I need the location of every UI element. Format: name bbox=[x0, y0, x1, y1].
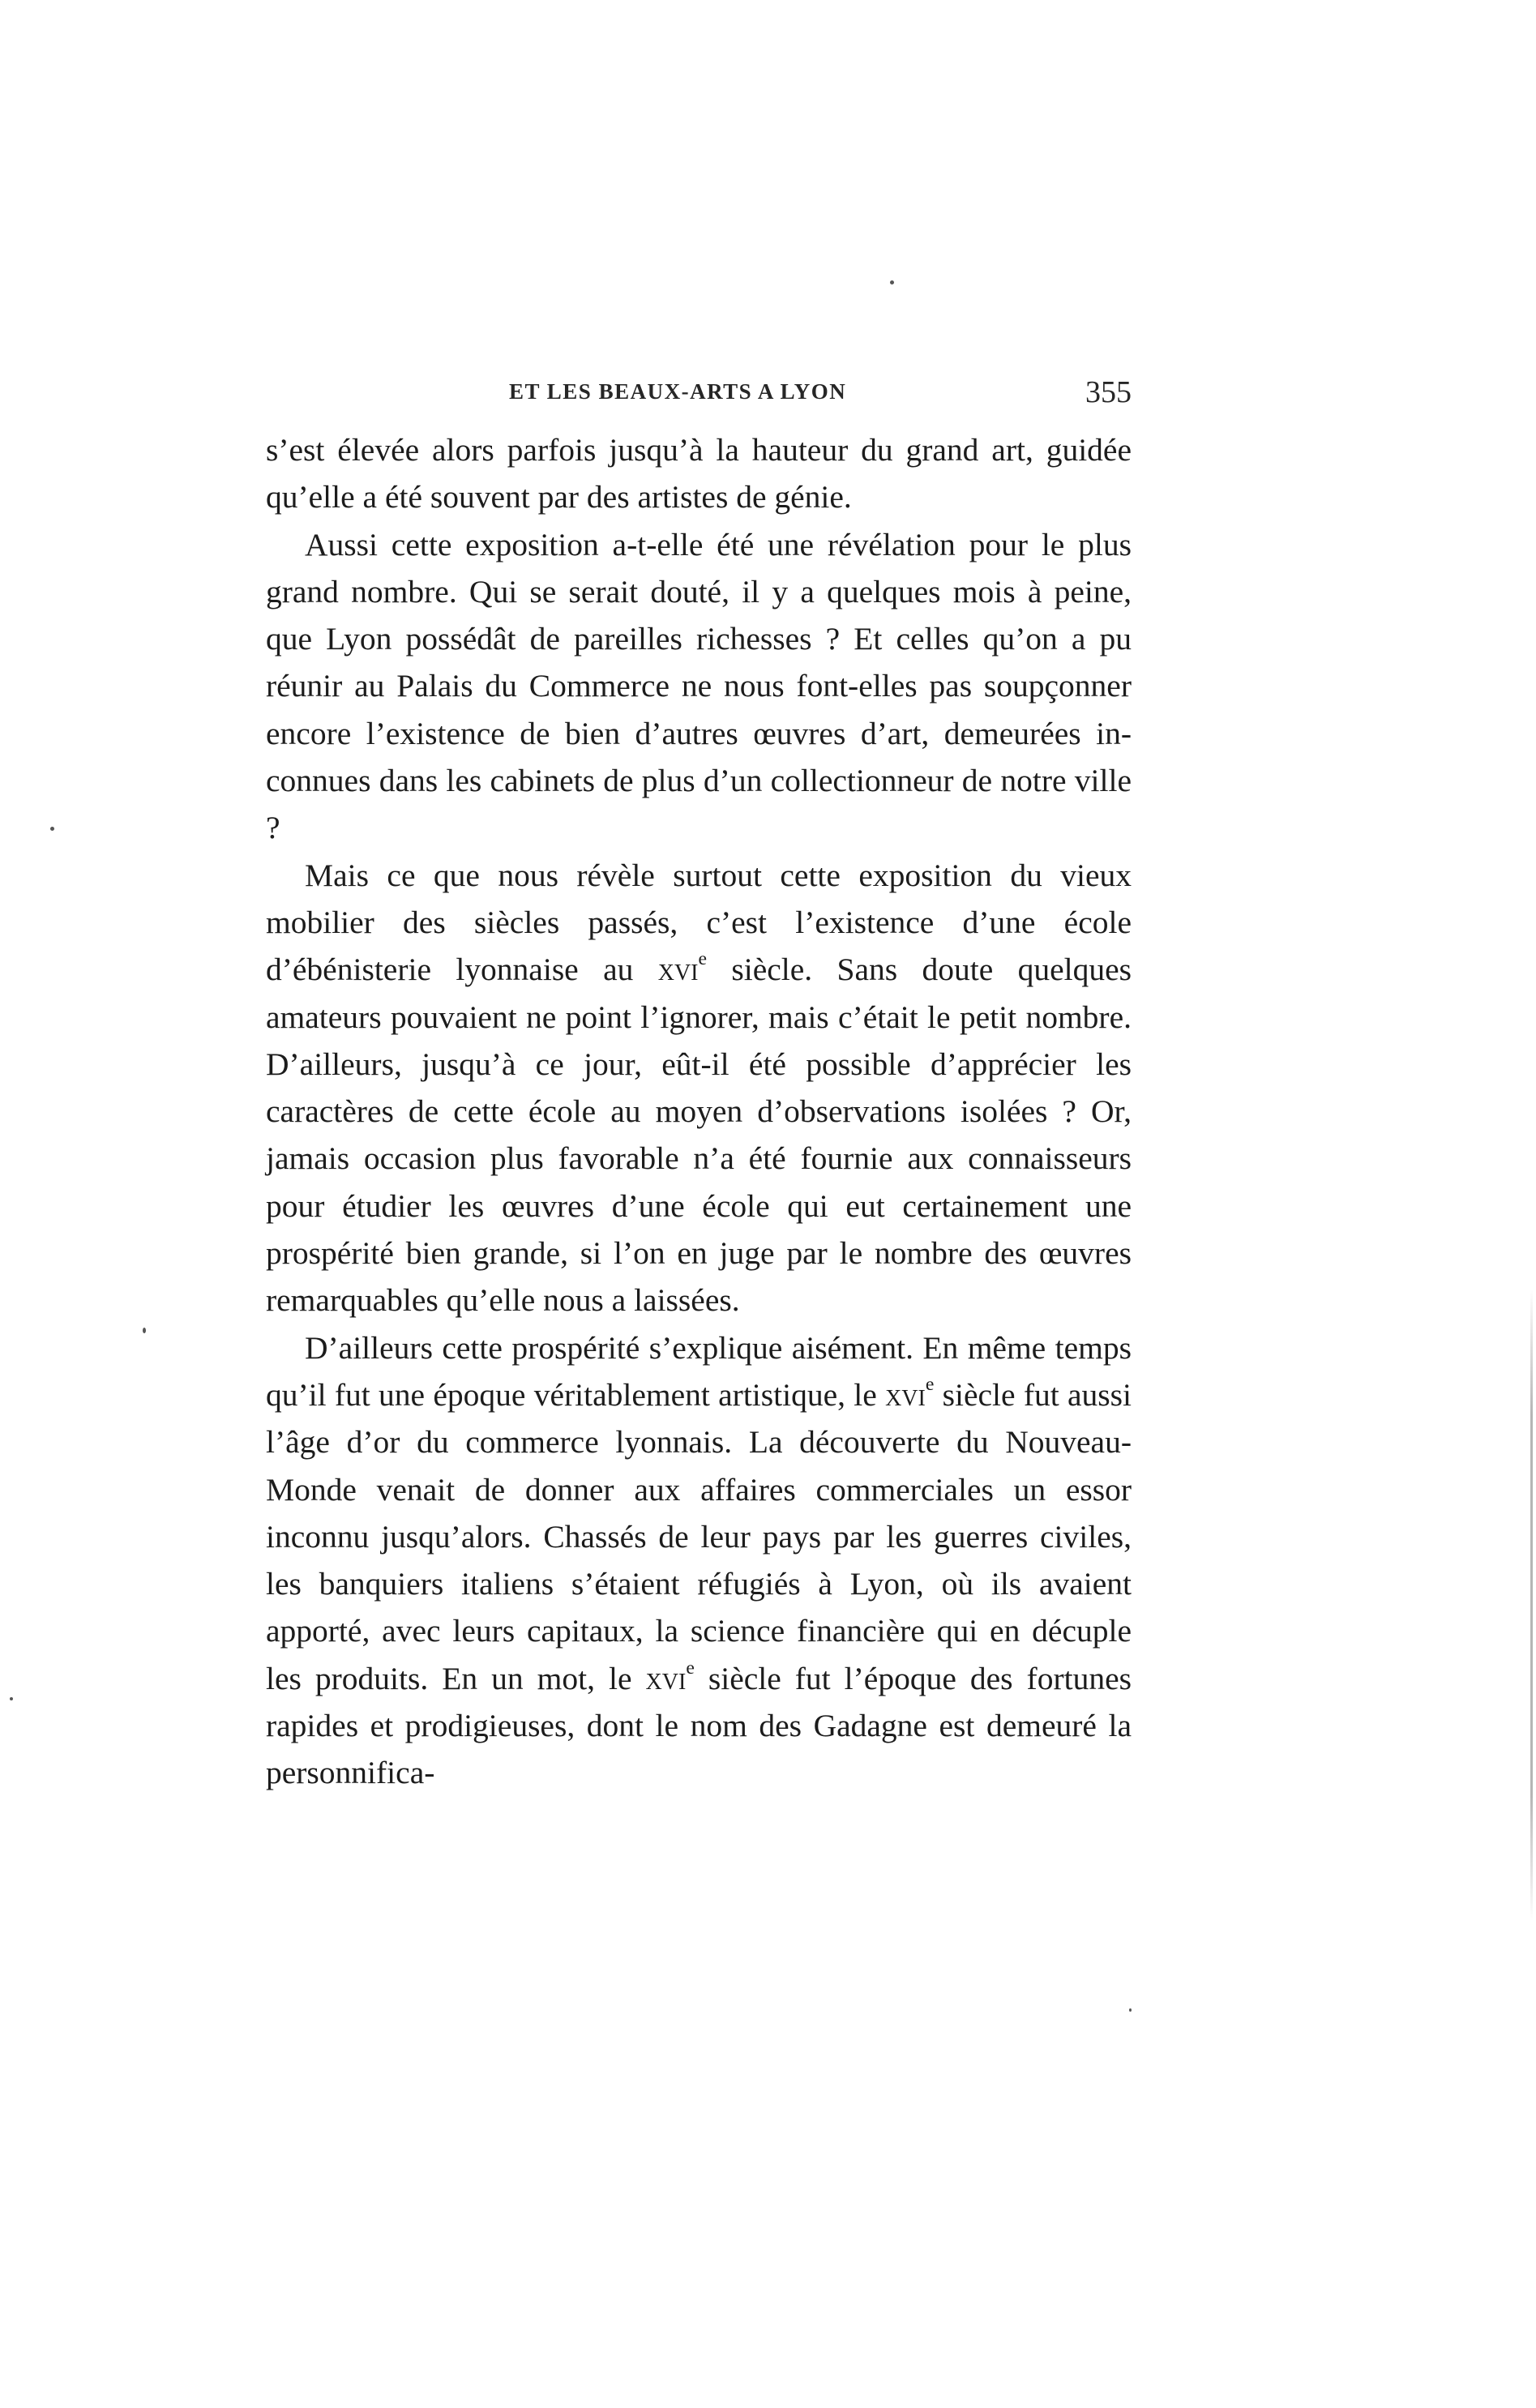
paragraph-4-part-a: D’ailleurs cette prospérité s’explique aisément. En même temps qu’il fut une époque véritablement artistique, le bbox=[266, 1329, 1132, 1413]
paragraph-4-part-b: siècle fut aussi l’âge d’or du commerce lyonnais. La découverte du Nouveau-Monde venait de donner aux affaires commerciales un essor inconnu jusqu’alors. Chassés de leur pays par les guerres civiles, les banquiers italiens s’étaient réfugiés à Lyon, où ils avaient apporté, avec leurs capitaux, la science financière qui en décuple les produits. En un mot, le bbox=[266, 1376, 1132, 1696]
century-superscript: e bbox=[925, 1373, 935, 1395]
century-numeral: xvi bbox=[885, 1376, 926, 1413]
scan-speck bbox=[10, 1697, 13, 1700]
century-numeral: xvi bbox=[657, 952, 699, 988]
paragraph-3-part-a: Mais ce que nous révèle surtout cette exposition du vieux mobilier des siècles passés, c’est l’existence d’une école d’ébénisterie lyonnaise au bbox=[266, 857, 1132, 988]
paragraph-3 bbox=[266, 852, 1132, 1324]
century-numeral: xvi bbox=[645, 1660, 687, 1696]
scan-speck bbox=[143, 1328, 146, 1333]
page-number: 355 bbox=[1085, 375, 1132, 409]
body-text bbox=[266, 426, 1132, 1797]
paragraph-4 bbox=[266, 1324, 1132, 1797]
scan-speck bbox=[890, 280, 894, 284]
running-title: ET LES BEAUX-ARTS A LYON bbox=[509, 379, 847, 404]
century-superscript: e bbox=[686, 1657, 695, 1679]
paragraph-1: s’est élevée alors parfois jusqu’à la hauteur du grand art, guidée qu’elle a été souvent par des artistes de génie. bbox=[266, 432, 1132, 515]
running-head bbox=[266, 374, 1132, 415]
paragraph-2: Aussi cette exposition a-t-elle été une révélation pour le plus grand nombre. Qui se serait douté, il y a quelques mois à peine, que Lyon possédât de pareilles richesses ? Et celles qu’on a pu réunir au Palais du Commerce ne nous font-elles pas soupçonner encore l’existence de bien d’autres œuvres d’art, demeurées inconnues dans les cabinets de plus d’un collectionneur de notre ville ? bbox=[266, 526, 1132, 846]
page-edge-shadow bbox=[1530, 1289, 1533, 1921]
scan-speck bbox=[50, 827, 54, 831]
scan-speck bbox=[1129, 2008, 1132, 2012]
paragraph-4-part-c: siècle fut l’époque des fortunes rapides et prodigieuses, dont le nom des Gadagne est demeuré la personnifica- bbox=[266, 1660, 1132, 1791]
paragraph-3-part-b: siècle. Sans doute quelques amateurs pouvaient ne point l’ignorer, mais c’était le petit nombre. D’ailleurs, jusqu’à ce jour, eût-il été possible d’apprécier les caractères de cette école au moyen d’observations isolées ? Or, jamais occasion plus favorable n’a été fournie aux connaisseurs pour étudier les œuvres d’une école qui eut certainement une prospérité bien grande, si l’on en juge par le nombre des œuvres remarquables qu’elle nous a laissées. bbox=[266, 952, 1132, 1319]
century-superscript: e bbox=[698, 948, 707, 970]
